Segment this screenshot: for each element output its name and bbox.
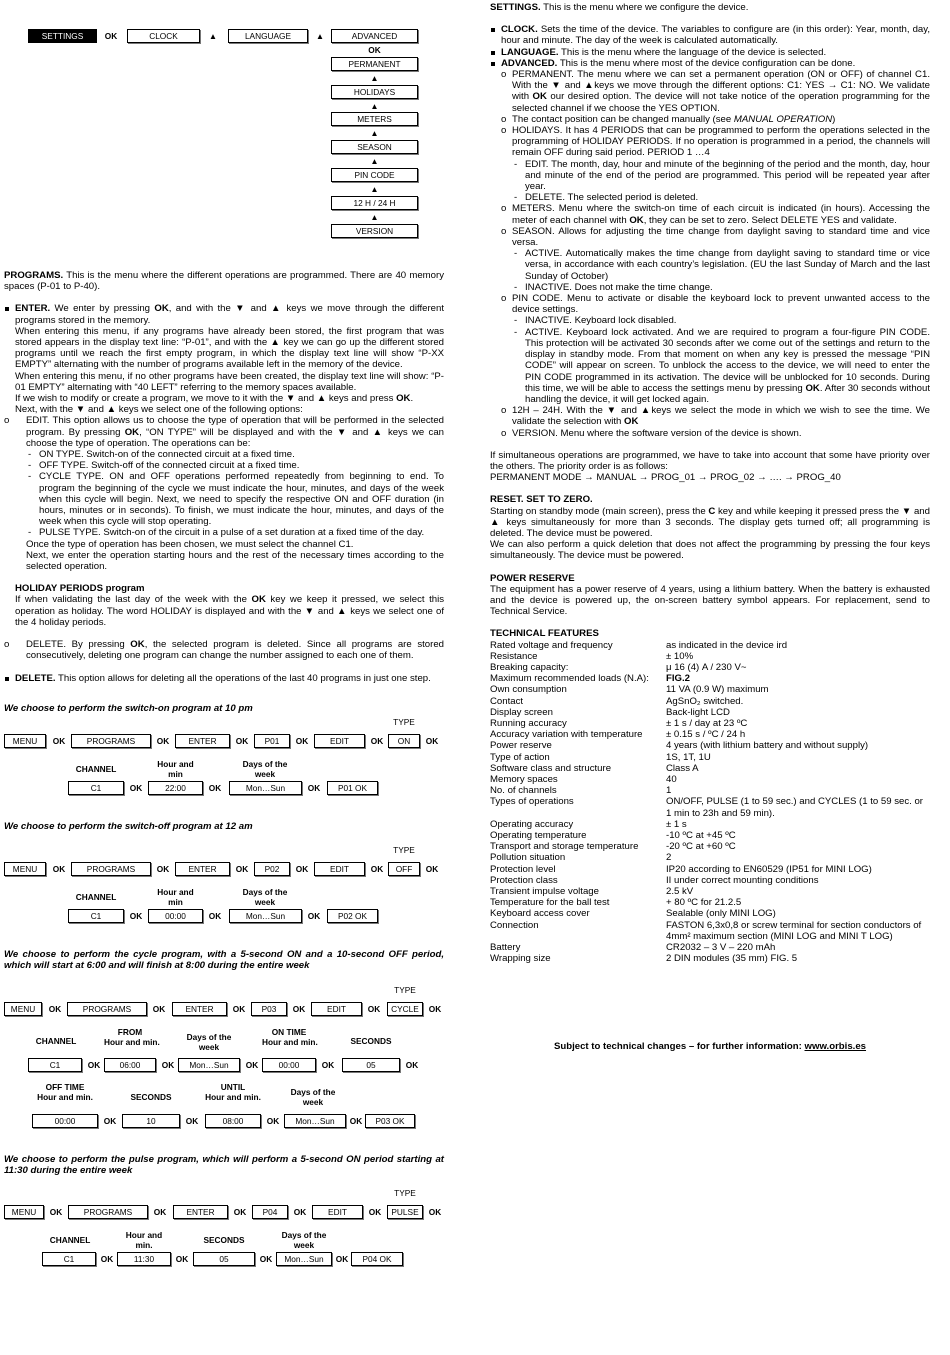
pin-active-item: - ACTIVE. Keyboard lock activated. And we are required to program a four-figure PIN CODE. This protection will be activated 30 seconds after we come out of the settings and return to the display in standby mode. From that moment on when any key is pressed the message “PIN CODE” will appear on screen. To unblock the access to the device, we will need to enter the PIN CODE programmed in its activation. The device will be unblocked for 10 seconds. During this time, we will be able to access the settings menu by pressing OK. After 30 seconds without handling the device, it will get locked again. bbox=[490, 327, 930, 405]
tech-key: Battery bbox=[490, 942, 521, 954]
pin-code-option: o PIN CODE. Menu to activate or disable the keyboard lock to prevent unwanted access to the device settings. bbox=[490, 293, 930, 315]
tech-key: Power reserve bbox=[490, 740, 552, 752]
up-arrow-icon: ▲ bbox=[208, 31, 218, 41]
hour-min-label: Hour and min bbox=[157, 759, 194, 779]
programs-paragraph: PROGRAMS. This is the menu where the different operations are programmed. There are 40 memory spaces (P-01 to P-40). bbox=[4, 270, 444, 293]
days-week-label: Days of the week bbox=[242, 887, 288, 907]
enter-text: When entering this menu, if no other programs have been created, the display text line will show: “P-01 EMPTY” alternating with “40 LEFT” referring to the memory spaces available. bbox=[15, 370, 444, 393]
type-label: TYPE bbox=[394, 1188, 416, 1198]
tech-row bbox=[490, 953, 930, 964]
tech-key: Own consumption bbox=[490, 684, 567, 696]
until-label: UNTIL bbox=[220, 1082, 246, 1092]
type-box: OFF bbox=[388, 862, 420, 876]
pulse-type-item: - PULSE TYPE. Switch-on of the circuit in a pulse of a set duration at a fixed time of the day. bbox=[4, 527, 444, 538]
ok-label: OK bbox=[208, 783, 222, 793]
up-arrow-icon: ▲ bbox=[370, 101, 379, 111]
ok-label: OK bbox=[156, 864, 170, 874]
tech-row bbox=[490, 662, 930, 673]
tech-value: as indicated in the device ird bbox=[666, 639, 788, 651]
hour-min-label: Hour and min bbox=[157, 887, 194, 907]
tech-key: Connection bbox=[490, 919, 539, 931]
days-week-label: Days of the week bbox=[186, 1032, 232, 1052]
priority-order: PERMANENT MODE → MANUAL → PROG_01 → PROG_02 → …. → PROG_40 bbox=[490, 472, 841, 484]
tech-row bbox=[490, 740, 930, 751]
edit-box: EDIT bbox=[312, 1205, 363, 1219]
clock-box: CLOCK bbox=[127, 29, 200, 43]
days-week-label: Days of the week bbox=[290, 1087, 336, 1107]
ok-label: OK bbox=[307, 911, 321, 921]
tech-key: Memory spaces bbox=[490, 774, 558, 785]
tech-value: + 80 ºC for 21.2.5 bbox=[666, 897, 742, 909]
holidays-box: HOLIDAYS bbox=[331, 85, 418, 99]
type-label: TYPE bbox=[394, 985, 416, 995]
hour-min-label: Hour and min. bbox=[262, 1037, 318, 1047]
tech-value: Back-light LCD bbox=[666, 706, 730, 718]
programs-box: PROGRAMS bbox=[67, 1002, 147, 1016]
ok-label: OK bbox=[405, 1060, 419, 1070]
tech-key: Contact bbox=[490, 695, 524, 707]
example-2-heading: We choose to perform the switch-off program at 12 am bbox=[4, 821, 253, 832]
power-reserve-title: POWER RESERVE bbox=[490, 572, 575, 584]
channel-box: C1 bbox=[42, 1252, 96, 1266]
menu-box: MENU bbox=[4, 1002, 42, 1016]
tech-row bbox=[490, 942, 930, 953]
on-type-item: - ON TYPE. Switch-on of the connected circuit at a fixed time. bbox=[4, 449, 444, 460]
enter-text: If we wish to modify or create a program, we move to it with the ▼ and ▲ keys and press OK. bbox=[15, 393, 414, 405]
tech-key: Running accuracy bbox=[490, 717, 567, 729]
enter-box: ENTER bbox=[175, 734, 230, 748]
example-3-heading: We choose to perform the cycle program, with a 5-second ON and a 10-second OFF period, which will start at 6:00 and will finish at 8:00 during the entire week bbox=[4, 949, 444, 971]
tech-key: Wrapping size bbox=[490, 953, 551, 965]
tech-value: 11 VA (0.9 W) maximum bbox=[666, 684, 769, 696]
reset-title: RESET. SET TO ZERO. bbox=[490, 494, 593, 506]
type-box: CYCLE bbox=[387, 1002, 423, 1016]
ok-label: OK bbox=[175, 1254, 189, 1264]
example-4-heading: We choose to perform the pulse program, which will perform a 5-second ON period starting at 11:30 during the entire week bbox=[4, 1154, 444, 1176]
edit-box: EDIT bbox=[314, 862, 365, 876]
ok-label: OK bbox=[185, 1116, 199, 1126]
ok-label: OK bbox=[235, 864, 249, 874]
programs-box: PROGRAMS bbox=[71, 862, 151, 876]
tech-row bbox=[490, 684, 930, 695]
ok-label: OK bbox=[428, 1004, 442, 1014]
tech-row bbox=[490, 796, 930, 818]
channel-box: C1 bbox=[68, 909, 124, 923]
ok-label: OK bbox=[370, 864, 384, 874]
edit-box: EDIT bbox=[314, 734, 365, 748]
website-link[interactable]: www.orbis.es bbox=[804, 1041, 867, 1052]
tech-value: 2.5 kV bbox=[666, 886, 694, 898]
tech-value: IP20 according to EN60529 (IP51 for MINI LOG) bbox=[666, 863, 872, 875]
program-ok-box: P04 OK bbox=[351, 1252, 403, 1266]
tech-key: Type of action bbox=[490, 751, 550, 763]
ok-label: OK bbox=[100, 1254, 114, 1264]
enter-paragraph: ENTER. We enter by pressing OK, and with the ▼ and ▲ keys we move through the different programs stored in the memory. bbox=[4, 303, 444, 325]
ok-label: OK bbox=[425, 864, 439, 874]
ok-label: OK bbox=[103, 1116, 117, 1126]
ok-label: OK bbox=[104, 31, 118, 41]
tech-value: CR2032 – 3 V – 220 mAh bbox=[666, 942, 776, 954]
tech-value: AgSnO₂ switched. bbox=[666, 695, 744, 707]
season-inactive-item: - INACTIVE. Does not make the time change. bbox=[490, 282, 930, 293]
channel-label: CHANNEL bbox=[75, 892, 117, 902]
until-time-box: 08:00 bbox=[205, 1114, 261, 1128]
tech-key: Display screen bbox=[490, 706, 553, 718]
example-1-heading: We choose to perform the switch-on program at 10 pm bbox=[4, 703, 253, 714]
channel-label: CHANNEL bbox=[49, 1235, 91, 1245]
on-time-label: ON TIME bbox=[271, 1027, 307, 1037]
days-week-label: Days of the week bbox=[281, 1230, 327, 1250]
type-label: TYPE bbox=[393, 717, 415, 727]
edit-option: o EDIT. This option allows us to choose the type of operation that will be performed in the selected program. By pressing OK, “ON TYPE” will be displayed and with the ▼ and ▲ keys we can choose the type of operation. The operations can be: bbox=[4, 415, 444, 449]
tech-value: 2 DIN modules (35 mm) FIG. 5 bbox=[666, 953, 798, 965]
tech-row bbox=[490, 920, 930, 942]
season-box: SEASON bbox=[331, 140, 418, 154]
from-time-box: 06:00 bbox=[104, 1058, 156, 1072]
ok-label: OK bbox=[428, 1207, 442, 1217]
time-box: 22:00 bbox=[148, 781, 203, 795]
seconds-label: SECONDS bbox=[350, 1036, 392, 1046]
tech-key: Protection level bbox=[490, 863, 556, 875]
program-number-box: P01 bbox=[254, 734, 290, 748]
hour-min-label: Hour and min. bbox=[205, 1092, 261, 1102]
reset-text: Starting on standby mode (main screen), press the C key and while keeping it pressed press the ▼ and ▲ keys simultaneously for more than 3 seconds. The display gets turned off; all programming is deleted. The device must be powered. bbox=[490, 505, 930, 539]
tech-key: Protection class bbox=[490, 874, 558, 886]
channel-label: CHANNEL bbox=[35, 1036, 77, 1046]
tech-value: II under correct mounting conditions bbox=[666, 874, 819, 886]
up-arrow-icon: ▲ bbox=[370, 128, 379, 138]
ok-label: OK bbox=[153, 1207, 167, 1217]
tech-value: 1 bbox=[666, 785, 672, 797]
ok-label: OK bbox=[156, 736, 170, 746]
footer-note: Subject to technical changes – for further information: www.orbis.es bbox=[553, 1041, 867, 1052]
tech-key: Rated voltage and frequency bbox=[490, 639, 613, 651]
cycle-type-item: - CYCLE TYPE. ON and OFF operations performed repeatedly from beginning to end. To program the beginning of the cycle we must indicate the hour, minutes, and days of the week when this cycle will begin. Next, we need to specify the respective ON and OFF duration (in hours, minutes or in seconds). To finish, we must indicate the hour, minutes, and days of the week when this cycle will stop operating. bbox=[4, 471, 444, 527]
permanent-box: PERMANENT bbox=[331, 57, 418, 71]
tech-row bbox=[490, 752, 930, 763]
program-ok-box: P02 OK bbox=[327, 909, 378, 923]
up-arrow-icon: ▲ bbox=[370, 184, 379, 194]
channel-box: C1 bbox=[28, 1058, 82, 1072]
meters-option: o METERS. Menu where the switch-on time of each circuit is indicated (in hours). Accessing the meter of each channel with OK, they can be set to zero. Select DELETE YES and validate. bbox=[490, 203, 930, 225]
after-type-text: Once the type of operation has been chosen, we must select the channel C1. bbox=[26, 538, 354, 550]
tech-key: Transport and storage temperature bbox=[490, 841, 639, 853]
tech-row bbox=[490, 852, 930, 863]
tech-key: Maximum recommended loads (N.A): bbox=[490, 673, 649, 685]
reset-text: We can also perform a quick deletion that does not affect the programming by pressing the four keys simultaneously. The device must be powered. bbox=[490, 539, 930, 562]
days-box: Mon…Sun bbox=[178, 1058, 240, 1072]
tech-value: FIG.2 bbox=[666, 673, 690, 685]
ok-label: OK bbox=[152, 1004, 166, 1014]
tech-value: 40 bbox=[666, 774, 677, 785]
tech-key: Types of operations bbox=[490, 796, 574, 808]
program-ok-box: P03 OK bbox=[365, 1114, 415, 1128]
days-box: Mon…Sun bbox=[229, 909, 302, 923]
from-label: FROM bbox=[117, 1027, 143, 1037]
clock-paragraph: CLOCK. Sets the time of the device. The variables to configure are (in this order): Year, month, day, hour and minute. The day of the week is calculated automatically. bbox=[490, 24, 930, 46]
up-arrow-icon: ▲ bbox=[370, 73, 379, 83]
tech-key: No. of channels bbox=[490, 785, 557, 797]
holiday-periods-text: If when validating the last day of the week with the OK key we keep it pressed, we select this operation as holiday. The word HOLIDAY is displayed and with the ▼ and ▲ keys we select one of the 4 holiday periods. bbox=[15, 594, 444, 628]
tech-row bbox=[490, 640, 930, 651]
after-type-text: Next, we enter the operation starting hours and the rest of the necessary times according to the selected operation. bbox=[26, 549, 444, 573]
ok-label: OK bbox=[370, 736, 384, 746]
off-type-item: - OFF TYPE. Switch-off of the connected circuit at a fixed time. bbox=[4, 460, 444, 471]
type-box: ON bbox=[388, 734, 420, 748]
tech-row bbox=[490, 718, 930, 729]
enter-box: ENTER bbox=[175, 862, 230, 876]
ok-label: OK bbox=[235, 736, 249, 746]
language-box: LANGUAGE bbox=[228, 29, 308, 43]
time-box: 00:00 bbox=[148, 909, 203, 923]
days-box: Mon…Sun bbox=[284, 1114, 346, 1128]
ok-label: OK bbox=[266, 1116, 280, 1126]
tech-row bbox=[490, 897, 930, 908]
ok-label: OK bbox=[52, 736, 66, 746]
off-seconds-box: 10 bbox=[122, 1114, 180, 1128]
tech-key: Keyboard access cover bbox=[490, 908, 590, 920]
settings-paragraph: SETTINGS. This is the menu where we configure the device. bbox=[490, 2, 749, 13]
tech-key: Accuracy variation with temperature bbox=[490, 729, 643, 741]
tech-row bbox=[490, 886, 930, 897]
contact-option: o The contact position can be changed manually (see MANUAL OPERATION) bbox=[490, 114, 930, 125]
enter-text: When entering this menu, if any programs have already been stored, the first program that was stored appears in the display text line: “P-01”, and with the ▲ key we can go up the different stored programs until we reach the first empty program, in which the display text line will show “P-XX EMPTY” alternating with the number of programs available left in the memory of the device. bbox=[15, 325, 444, 371]
tech-value: μ 16 (4) A / 230 V~ bbox=[666, 661, 747, 673]
technical-features-title: TECHNICAL FEATURES bbox=[490, 628, 599, 640]
on-seconds-box: 05 bbox=[342, 1058, 400, 1072]
holidays-delete-item: - DELETE. The selected period is deleted. bbox=[490, 192, 930, 203]
hour-min-label: Hour and min. bbox=[37, 1092, 93, 1102]
technical-features-table bbox=[490, 640, 930, 965]
ok-label: OK bbox=[129, 783, 143, 793]
ok-label: OK bbox=[48, 1004, 62, 1014]
ok-label: OK bbox=[349, 1116, 363, 1126]
ok-label: OK bbox=[52, 864, 66, 874]
tech-key: Operating temperature bbox=[490, 830, 587, 842]
power-reserve-text: The equipment has a power reserve of 4 years, using a lithium battery. When the battery is exhausted and the device is powered up, the on-screen battery symbol appears. For replacement, send to Technical Service. bbox=[490, 583, 930, 618]
ok-label: OK bbox=[368, 45, 381, 55]
type-box: PULSE bbox=[387, 1205, 423, 1219]
advanced-paragraph: ADVANCED. This is the menu where most of the device configuration can be done. bbox=[490, 58, 930, 69]
12h-24h-option: o 12H – 24H. With the ▼ and ▲keys we select the mode in which we wish to see the time. We validate the selection with OK bbox=[490, 405, 930, 427]
ok-label: OK bbox=[87, 1060, 101, 1070]
channel-label: CHANNEL bbox=[75, 764, 117, 774]
tech-key: Transient impulse voltage bbox=[490, 886, 599, 898]
tech-value: FASTON 6,3x0,8 or screw terminal for section conductors of 4mm² maximum section (MINI LOG and MINI T LOG) bbox=[666, 919, 922, 942]
ok-label: OK bbox=[259, 1254, 273, 1264]
hour-min-label: Hour and min. bbox=[125, 1230, 163, 1250]
ok-label: OK bbox=[368, 1207, 382, 1217]
enter-box: ENTER bbox=[172, 1002, 227, 1016]
right-column bbox=[490, 2, 930, 964]
ok-label: OK bbox=[232, 1004, 246, 1014]
tech-row bbox=[490, 696, 930, 707]
meters-box: METERS bbox=[331, 112, 418, 126]
tech-key: Breaking capacity: bbox=[490, 661, 569, 673]
tech-row bbox=[490, 707, 930, 718]
pin-inactive-item: - INACTIVE. Keyboard lock disabled. bbox=[490, 315, 930, 326]
tech-row bbox=[490, 830, 930, 841]
up-arrow-icon: ▲ bbox=[315, 31, 325, 41]
tech-value: ± 1 s bbox=[666, 818, 687, 830]
seconds-label: SECONDS bbox=[130, 1092, 172, 1102]
left-column bbox=[4, 270, 444, 684]
holidays-edit-item: - EDIT. The month, day, hour and minute of the beginning of the period and the month, day, hour and minute of the end of the period are programmed. This period will be repeated year after year. bbox=[490, 159, 930, 193]
12h-24h-box: 12 H / 24 H bbox=[331, 196, 418, 210]
delete-option: o DELETE. By pressing OK, the selected program is deleted. Since all programs are stored consecutively, deleting one program can change the number assigned to each one of them. bbox=[4, 639, 444, 661]
tech-row bbox=[490, 819, 930, 830]
tech-value: 2 bbox=[666, 852, 672, 864]
season-option: o SEASON. Allows for adjusting the time change from daylight saving to standard time and vice versa. bbox=[490, 226, 930, 248]
holidays-option: o HOLIDAYS. It has 4 PERIODS that can be programmed to perform the operations selected in the programming of HOLIDAY PERIODS. If no operation is programmed in a period, the channels will remain OFF during said period. PERIOD 1 …4 bbox=[490, 125, 930, 159]
ok-label: OK bbox=[245, 1060, 259, 1070]
tech-value: -10 ºC at +45 ºC bbox=[666, 830, 736, 842]
hour-min-label: Hour and min. bbox=[104, 1037, 160, 1047]
ok-label: OK bbox=[295, 864, 309, 874]
tech-value: ± 10% bbox=[666, 650, 694, 662]
tech-row bbox=[490, 673, 930, 684]
permanent-option: o PERMANENT. The menu where we can set a permanent operation (ON or OFF) of channel C1. With the ▼ and ▲keys we move through the different options: C1: YES → C1: NO. We validate with OK our desired option. The device will not take notice of the operation programming for the selected channel if we choose the YES OPTION. bbox=[490, 69, 930, 114]
ok-label: OK bbox=[293, 1207, 307, 1217]
tech-key: Operating accuracy bbox=[490, 818, 574, 830]
on-time-box: 00:00 bbox=[262, 1058, 316, 1072]
off-time-label: OFF TIME bbox=[45, 1082, 85, 1092]
tech-value: 1S, 1T, 1U bbox=[666, 751, 711, 763]
programs-box: PROGRAMS bbox=[68, 1205, 148, 1219]
ok-label: OK bbox=[208, 911, 222, 921]
tech-value: -20 ºC at +60 ºC bbox=[666, 841, 736, 853]
tech-row bbox=[490, 864, 930, 875]
tech-row bbox=[490, 908, 930, 919]
ok-label: OK bbox=[307, 783, 321, 793]
ok-label: OK bbox=[425, 736, 439, 746]
version-box: VERSION bbox=[331, 224, 418, 238]
tech-row bbox=[490, 841, 930, 852]
days-box: Mon…Sun bbox=[276, 1252, 332, 1266]
ok-label: OK bbox=[321, 1060, 335, 1070]
days-week-label: Days of the week bbox=[242, 759, 288, 779]
channel-box: C1 bbox=[68, 781, 124, 795]
menu-box: MENU bbox=[4, 734, 46, 748]
ok-label: OK bbox=[129, 911, 143, 921]
tech-row bbox=[490, 774, 930, 785]
ok-label: OK bbox=[292, 1004, 306, 1014]
tech-row bbox=[490, 651, 930, 662]
seconds-label: SECONDS bbox=[203, 1235, 245, 1245]
menu-box: MENU bbox=[4, 862, 46, 876]
ok-label: OK bbox=[367, 1004, 381, 1014]
settings-box: SETTINGS bbox=[28, 29, 97, 43]
simultaneous-text: If simultaneous operations are programmed, we have to take into account that some have priority over the others. The priority order is as follows: bbox=[490, 449, 930, 472]
tech-row bbox=[490, 729, 930, 740]
tech-key: Resistance bbox=[490, 650, 538, 662]
tech-key: Pollution situation bbox=[490, 852, 566, 864]
seconds-box: 05 bbox=[193, 1252, 255, 1266]
program-ok-box: P01 OK bbox=[327, 781, 378, 795]
days-box: Mon…Sun bbox=[229, 781, 302, 795]
delete-all-paragraph: DELETE. This option allows for deleting all the operations of the last 40 programs in just one step. bbox=[4, 673, 444, 684]
version-option: o VERSION. Menu where the software version of the device is shown. bbox=[490, 428, 930, 439]
tech-value: Class A bbox=[666, 762, 699, 774]
tech-row bbox=[490, 763, 930, 774]
up-arrow-icon: ▲ bbox=[370, 156, 379, 166]
enter-text: Next, with the ▼ and ▲ keys we select one of the following options: bbox=[15, 404, 303, 416]
ok-label: OK bbox=[233, 1207, 247, 1217]
tech-row bbox=[490, 785, 930, 796]
language-paragraph: LANGUAGE. This is the menu where the language of the device is selected. bbox=[490, 47, 930, 58]
tech-key: Temperature for the ball test bbox=[490, 897, 610, 909]
tech-value: ON/OFF, PULSE (1 to 59 sec.) and CYCLES (1 to 59 sec. or 1 min to 23h and 59 min). bbox=[666, 796, 924, 819]
ok-label: OK bbox=[335, 1254, 349, 1264]
tech-key: Software class and structure bbox=[490, 762, 612, 774]
enter-box: ENTER bbox=[173, 1205, 228, 1219]
tech-value: 4 years (with lithium battery and without supply) bbox=[666, 740, 869, 752]
type-label: TYPE bbox=[393, 845, 415, 855]
tech-value: ± 1 s / day at 23 ºC bbox=[666, 717, 748, 729]
ok-label: OK bbox=[295, 736, 309, 746]
tech-row bbox=[490, 875, 930, 886]
program-number-box: P04 bbox=[252, 1205, 288, 1219]
holiday-periods-title: HOLIDAY PERIODS program bbox=[15, 583, 145, 595]
tech-value: ± 0.15 s / ºC / 24 h bbox=[666, 729, 746, 741]
time-box: 11:30 bbox=[117, 1252, 171, 1266]
edit-box: EDIT bbox=[311, 1002, 362, 1016]
ok-label: OK bbox=[49, 1207, 63, 1217]
season-active-item: - ACTIVE. Automatically makes the time change from daylight saving to standard time or vice versa, in accordance with each country’s legislation. (EU the last Sunday of March and the last Sunday of October) bbox=[490, 248, 930, 282]
off-time-box: 00:00 bbox=[32, 1114, 98, 1128]
menu-box: MENU bbox=[4, 1205, 44, 1219]
pin-code-box: PIN CODE bbox=[331, 168, 418, 182]
ok-label: OK bbox=[161, 1060, 175, 1070]
program-number-box: P02 bbox=[254, 862, 290, 876]
up-arrow-icon: ▲ bbox=[370, 212, 379, 222]
advanced-box: ADVANCED bbox=[331, 29, 418, 43]
program-number-box: P03 bbox=[251, 1002, 287, 1016]
programs-box: PROGRAMS bbox=[71, 734, 151, 748]
tech-value: Sealable (only MINI LOG) bbox=[666, 908, 776, 920]
